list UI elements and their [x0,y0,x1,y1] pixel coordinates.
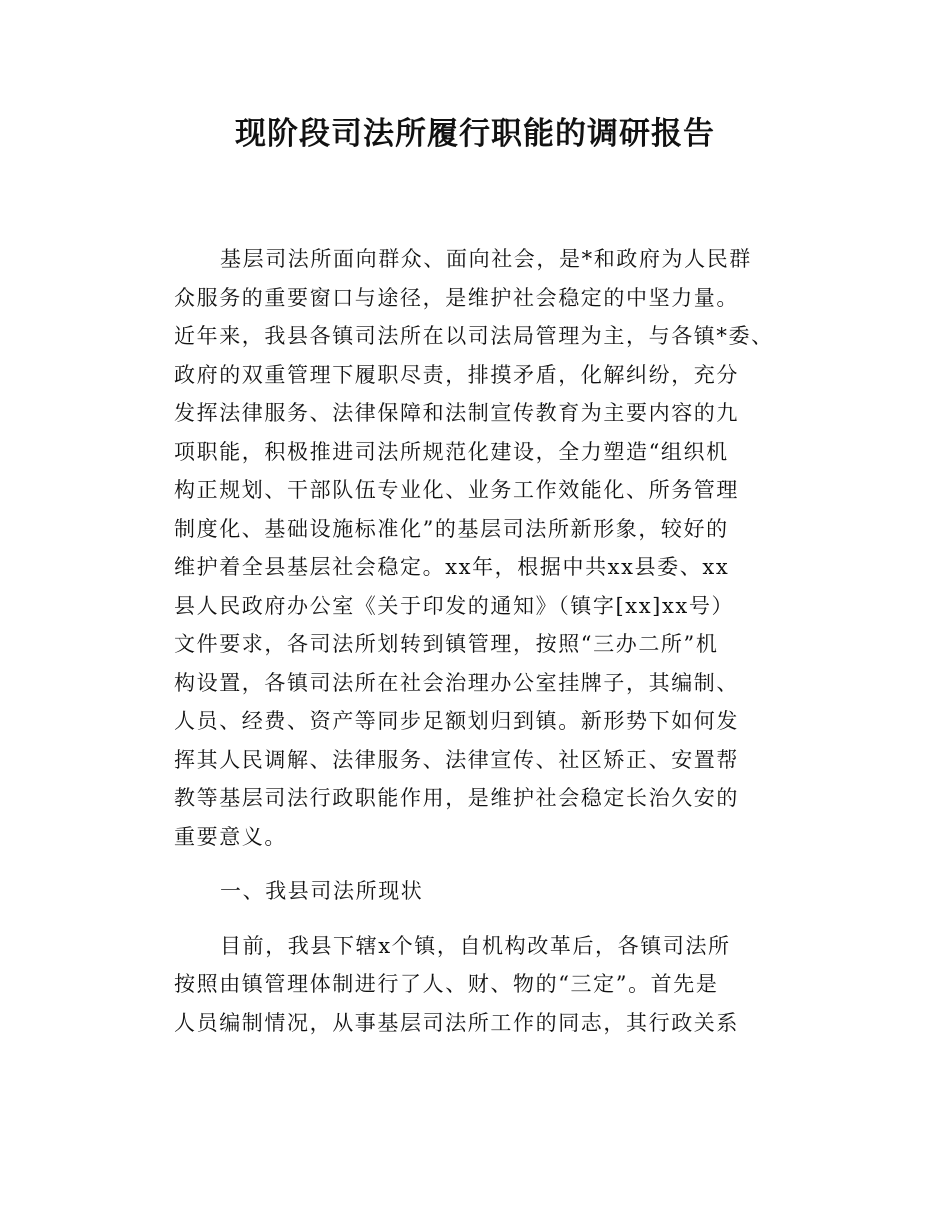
paragraph-line: 近年来，我县各镇司法所在以司法局管理为主，与各镇*委、 [174,324,774,348]
section-heading: 一、我县司法所现状 [220,879,424,903]
paragraph-line: 县人民政府办公室《关于印发的通知》（镇字[xx]xx号） [174,593,735,618]
paragraph-line: 政府的双重管理下履职尽责，排摸矛盾，化解纠纷，充分 [174,362,739,387]
paragraph-line: 挥其人民调解、法律服务、法律宣传、社区矫正、安置帮 [174,747,739,772]
paragraph-line: 按照由镇管理体制进行了人、财、物的“三定”。首先是 [174,972,719,996]
document-title: 现阶段司法所履行职能的调研报告 [235,116,715,152]
paragraph-line: 构正规划、干部队伍专业化、业务工作效能化、所务管理 [174,478,739,502]
paragraph-line: 文件要求，各司法所划转到镇管理，按照“三办二所”机 [174,632,719,656]
paragraph-line: 制度化、基础设施标准化”的基层司法所新形象，较好的 [174,516,729,541]
paragraph-line: 维护着全县基层社会稳定。xx年，根据中共xx县委、xx [174,555,730,579]
paragraph-line: 人员、经费、资产等同步足额划归到镇。新形势下如何发 [174,709,739,733]
paragraph-line: 人员编制情况，从事基层司法所工作的同志，其行政关系 [174,1010,739,1035]
paragraph-line: 众服务的重要窗口与途径，是维护社会稳定的中坚力量。 [174,285,739,310]
paragraph-line: 教等基层司法行政职能作用，是维护社会稳定长治久安的 [174,786,739,810]
paragraph-line: 发挥法律服务、法律保障和法制宣传教育为主要内容的九 [174,401,739,425]
paragraph-2 [174,927,814,1043]
paragraph-line: 目前，我县下辖x个镇，自机构改革后，各镇司法所 [220,933,731,958]
paragraph-line: 基层司法所面向群众、面向社会，是*和政府为人民群 [220,247,752,271]
paragraph-line: 重要意义。 [174,824,287,849]
paragraph-line: 构设置，各镇司法所在社会治理办公室挂牌子，其编制、 [174,670,739,695]
paragraph-1 [174,240,814,856]
paragraph-line: 项职能，积极推进司法所规范化建设，全力塑造“组织机 [174,439,729,464]
document-body [174,240,814,1042]
